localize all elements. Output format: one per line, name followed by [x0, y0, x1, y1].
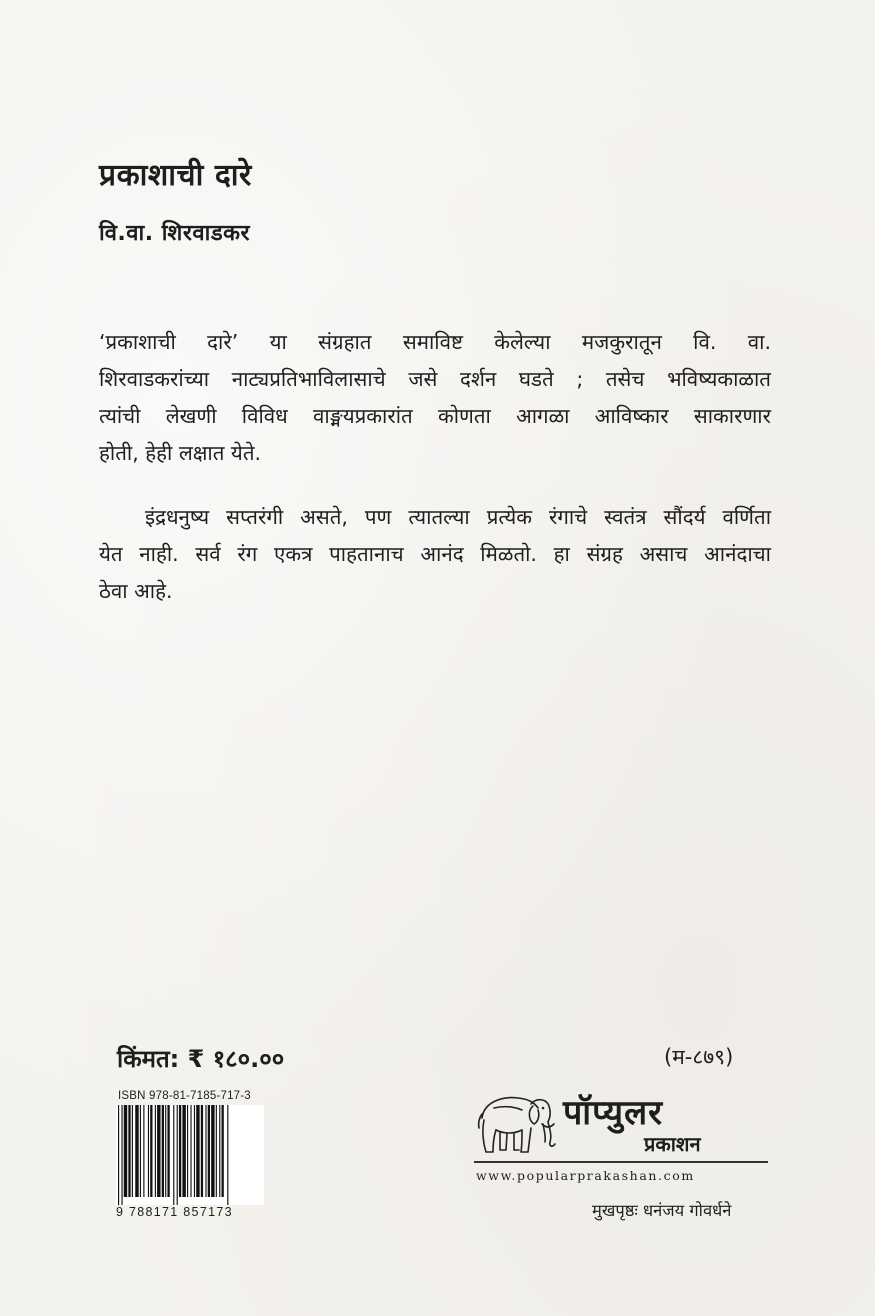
barcode-bar [118, 1105, 119, 1205]
blurb-line: ‘प्रकाशाची दारे’ या संग्रहात समाविष्ट केलेल्या मजकुरातून वि. वा. [99, 330, 771, 354]
barcode-bar [143, 1105, 144, 1197]
barcode-bar [216, 1105, 217, 1197]
barcode-bar [187, 1105, 188, 1197]
blurb [99, 324, 771, 610]
cover-credit: मुखपृष्ठः धनंजय गोवर्धने [592, 1201, 732, 1220]
barcode-bar [227, 1105, 228, 1205]
blurb-line: येत नाही. सर्व रंग एकत्र पाहतानाच आनंद मिळतो. हा संग्रह असाच आनंदाचा [99, 542, 771, 566]
publisher-logo [474, 1082, 774, 1194]
book-author: वि.वा. शिरवाडकर [99, 221, 250, 246]
barcode-bar [208, 1105, 210, 1197]
publisher-divider [474, 1161, 768, 1163]
isbn-label: ISBN 978-81-7185-717-3 [118, 1090, 251, 1102]
catalog-code: (म-८७९) [664, 1045, 734, 1069]
blurb-line: इंद्रधनुष्य सप्तरंगी असते, पण त्यातल्या प्रत्येक रंगाचे स्वतंत्र सौंदर्य वर्णिता [145, 505, 771, 529]
blurb-line: होती, हेही लक्षात येते. [99, 441, 262, 465]
price: किंमत: ₹ १८०.०० [117, 1045, 285, 1073]
barcode-bar [196, 1105, 199, 1197]
blurb-paragraph-2 [99, 499, 771, 610]
book-title: प्रकाशाची दारे [99, 158, 252, 193]
barcode-bar [190, 1105, 191, 1197]
blurb-line: ठेवा आहे. [99, 579, 173, 603]
barcode-bar [157, 1105, 160, 1197]
barcode-bar [162, 1105, 164, 1197]
publisher-name: पॉप्युलर [563, 1093, 664, 1133]
barcode-bar [135, 1105, 138, 1197]
barcode-bar [165, 1105, 166, 1197]
barcode-bar [179, 1105, 181, 1197]
barcode-bar [194, 1105, 195, 1197]
barcode-bar [182, 1105, 185, 1197]
barcode-bar [173, 1105, 174, 1205]
barcode-bar [128, 1105, 130, 1197]
barcode-bar [201, 1105, 203, 1197]
barcode-bar [121, 1105, 122, 1205]
blurb-paragraph-1 [99, 324, 771, 472]
barcode-bar [205, 1105, 206, 1197]
barcode-bar [140, 1105, 141, 1197]
barcode-bar [124, 1105, 127, 1197]
barcode-bar [155, 1105, 156, 1197]
barcode-bar [148, 1105, 149, 1197]
barcode-bar [167, 1105, 169, 1197]
blurb-line: त्यांची लेखणी विविध वाङ्मयप्रकारांत कोणता आगळा आविष्कार साकारणार [99, 404, 771, 428]
barcode-digits: 9 788171 857173 [116, 1205, 233, 1219]
isbn-barcode-block [116, 1090, 266, 1224]
barcode-bar [132, 1105, 133, 1197]
publisher-url: www.popularprakashan.com [476, 1168, 695, 1183]
barcode-bar [219, 1105, 220, 1197]
publisher-subtitle: प्रकाशन [644, 1132, 701, 1156]
barcode-bar [211, 1105, 214, 1197]
elephant-icon [476, 1084, 558, 1158]
barcode [116, 1105, 264, 1205]
blurb-line: शिरवाडकरांच्या नाट्यप्रतिभाविलासाचे जसे दर्शन घडते ; तसेच भविष्यकाळात [99, 367, 771, 391]
barcode-bar [177, 1105, 178, 1205]
barcode-bar [150, 1105, 152, 1197]
barcode-bar [222, 1105, 224, 1197]
